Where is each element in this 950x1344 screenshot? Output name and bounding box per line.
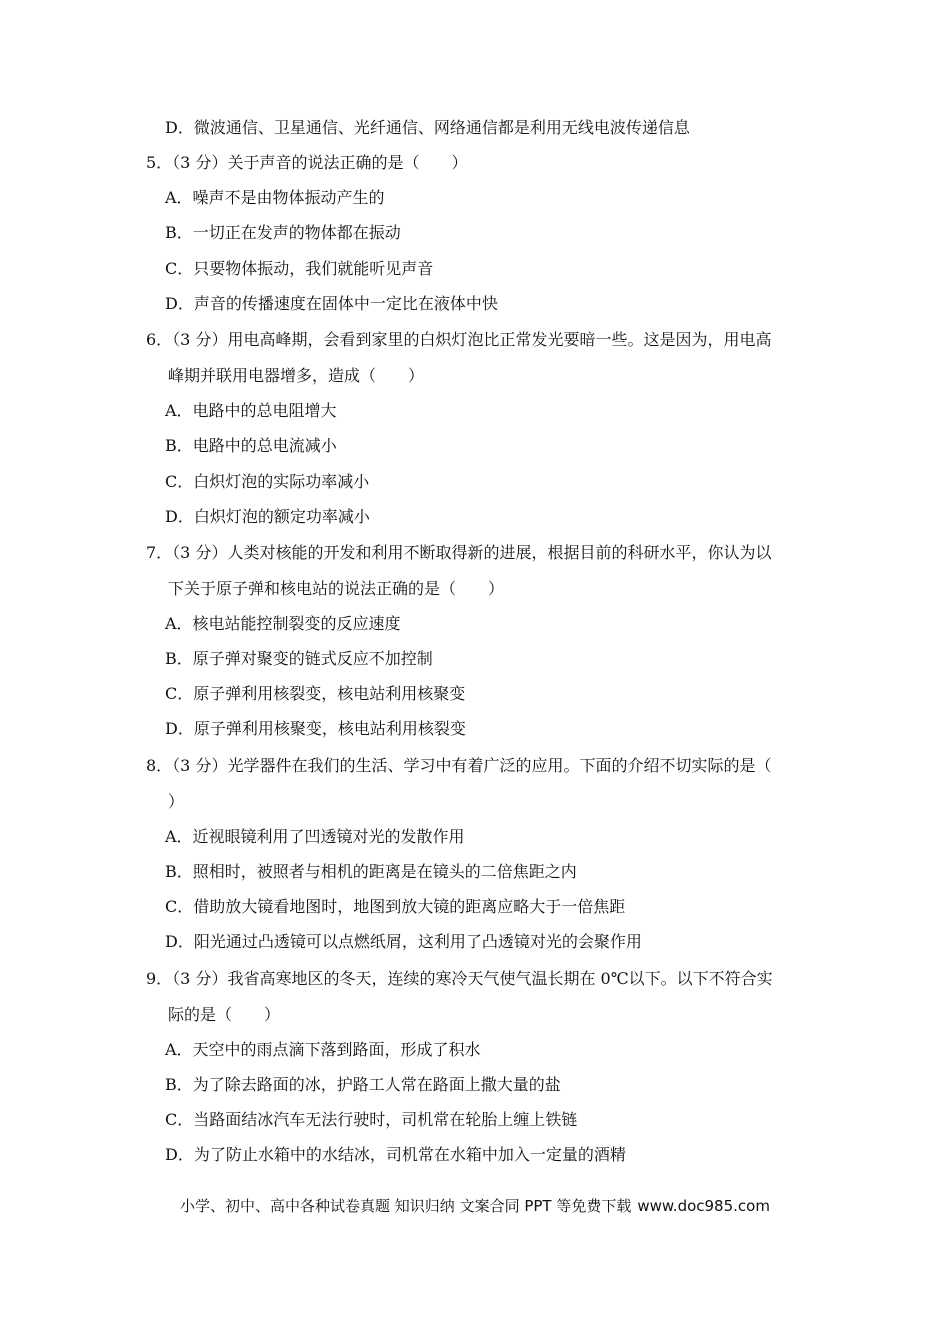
option-5-c: C．只要物体振动，我们就能听见声音 <box>165 259 434 278</box>
option-7-d: D．原子弹利用核聚变，核电站利用核裂变 <box>165 719 466 738</box>
question-5-stem: 5．（3 分）关于声音的说法正确的是（ ） <box>146 153 468 172</box>
option-6-d: D．白炽灯泡的额定功率减小 <box>165 507 370 526</box>
option-7-b: B．原子弹对聚变的链式反应不加控制 <box>165 649 433 668</box>
question-6-stem: 6．（3 分）用电高峰期，会看到家里的白炽灯泡比正常发光要暗一些。这是因为，用电高 <box>146 330 772 349</box>
option-9-d: D．为了防止水箱中的水结冰，司机常在水箱中加入一定量的酒精 <box>165 1145 626 1164</box>
option-5-d: D．声音的传播速度在固体中一定比在液体中快 <box>165 294 498 313</box>
option-6-b: B．电路中的总电流减小 <box>165 436 337 455</box>
option-9-a: A．天空中的雨点滴下落到路面，形成了积水 <box>165 1040 481 1059</box>
option-8-c: C．借助放大镜看地图时，地图到放大镜的距离应略大于一倍焦距 <box>165 897 626 916</box>
page-footer <box>0 1196 950 1216</box>
option-6-a: A．电路中的总电阻增大 <box>165 401 337 420</box>
option-9-c: C．当路面结冰汽车无法行驶时，司机常在轮胎上缠上铁链 <box>165 1110 578 1129</box>
option-7-a: A．核电站能控制裂变的反应速度 <box>165 614 401 633</box>
option-5-b: B．一切正在发声的物体都在振动 <box>165 223 401 242</box>
option-8-a: A．近视眼镜利用了凹透镜对光的发散作用 <box>165 827 465 846</box>
option-9-b: B．为了除去路面的冰，护路工人常在路面上撒大量的盐 <box>165 1075 561 1094</box>
option-4-d: D．微波通信、卫星通信、光纤通信、网络通信都是利用无线电波传递信息 <box>165 118 690 137</box>
question-8-stem-continued: ） <box>168 792 185 811</box>
option-6-c: C．白炽灯泡的实际功率减小 <box>165 472 370 491</box>
question-9-stem: 9．（3 分）我省高寒地区的冬天，连续的寒冷天气使气温长期在 0℃以下。以下不符合实 <box>146 969 773 988</box>
footer-text: 小学、初中、高中各种试卷真题 知识归纳 文案合同 PPT 等免费下载 <box>180 1197 632 1215</box>
option-8-d: D．阳光通过凸透镜可以点燃纸屑，这利用了凸透镜对光的会聚作用 <box>165 932 642 951</box>
question-7-stem: 7．（3 分）人类对核能的开发和利用不断取得新的进展，根据目前的科研水平，你认为以 <box>146 543 772 562</box>
footer-url[interactable]: www.doc985.com <box>637 1197 770 1215</box>
question-9-stem-continued: 际的是（ ） <box>168 1005 281 1024</box>
option-5-a: A．噪声不是由物体振动产生的 <box>165 188 385 207</box>
option-7-c: C．原子弹利用核裂变，核电站利用核聚变 <box>165 684 466 703</box>
question-6-stem-continued: 峰期并联用电器增多，造成（ ） <box>168 366 425 385</box>
question-8-stem: 8．（3 分）光学器件在我们的生活、学习中有着广泛的应用。下面的介绍不切实际的是（ <box>146 756 772 775</box>
option-8-b: B．照相时，被照者与相机的距离是在镜头的二倍焦距之内 <box>165 862 577 881</box>
question-7-stem-continued: 下关于原子弹和核电站的说法正确的是（ ） <box>168 579 505 598</box>
